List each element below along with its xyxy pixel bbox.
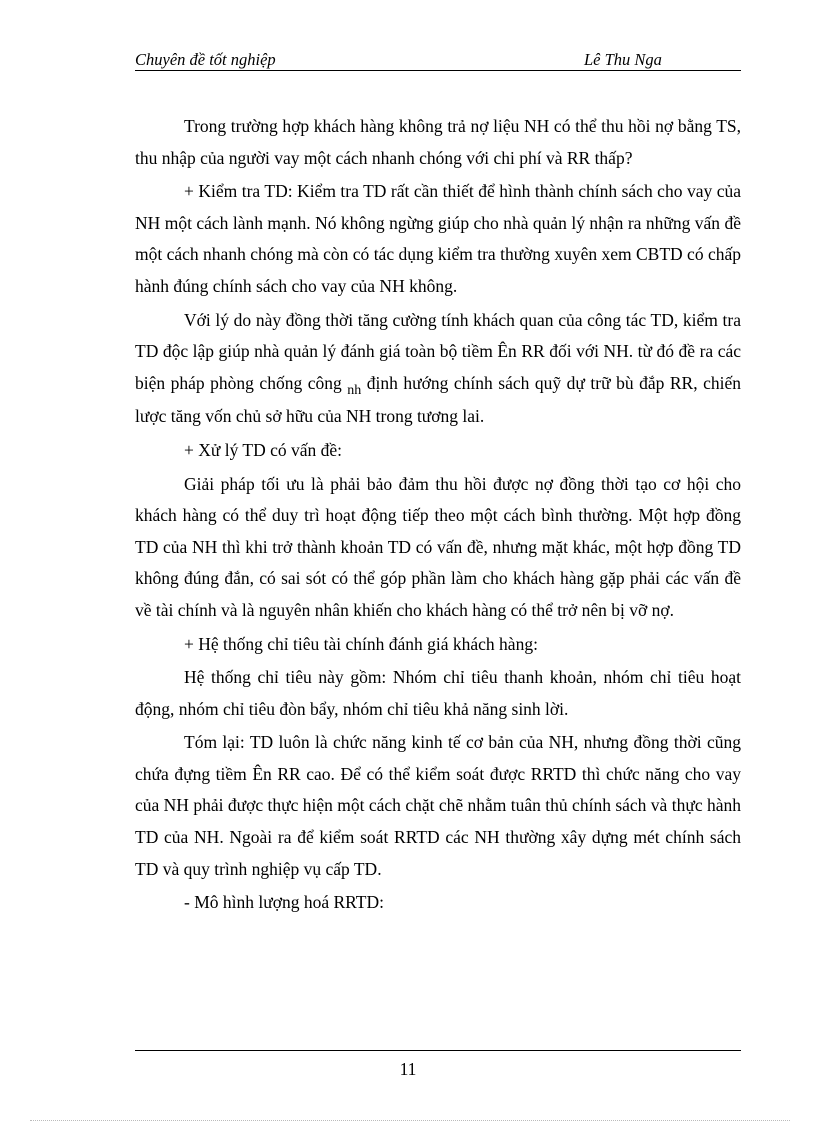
paragraph-3-text-b: định hướng chính sách quỹ dự trữ bù đắp RR, chiến lược tăng vốn chủ sở hữu của NH trong tương lai.: [135, 372, 742, 427]
paragraph-3: [135, 305, 741, 433]
paragraph-3-subscript: nh: [347, 382, 362, 398]
header-author: Lê Thu Nga: [584, 50, 662, 69]
paragraph-7: Hệ thống chỉ tiêu này gồm: Nhóm chỉ tiêu thanh khoản, nhóm chỉ tiêu hoạt động, nhóm chỉ tiêu đòn bẩy, nhóm chỉ tiêu khả năng sinh lời.: [135, 667, 741, 719]
page-header: [135, 50, 741, 71]
document-body: [135, 111, 741, 919]
header-title: Chuyên đề tốt nghiệp: [135, 50, 276, 69]
paragraph-4: + Xử lý TD có vấn đề:: [184, 439, 343, 460]
paragraph-8: Tóm lại: TD luôn là chức năng kinh tế cơ bản của NH, nhưng đồng thời cũng chứa đựng tiềm Ên RR cao. Để có thể kiểm soát được RRTD thì chức năng cho vay của NH phải được thực hiện một cách chặt chẽ nhằm tuân thủ chính sách và thực hành TD của NH. Ngoài ra để kiểm soát RRTD các NH thường xây dựng mét chính sách TD và quy trình nghiệp vụ cấp TD.: [135, 732, 741, 879]
paragraph-1: Trong trường hợp khách hàng không trả nợ liệu NH có thể thu hồi nợ bằng TS, thu nhập của người vay một cách nhanh chóng với chi phí và RR thấp?: [135, 116, 741, 168]
paragraph-5: Giải pháp tối ưu là phải bảo đảm thu hồi được nợ đồng thời tạo cơ hội cho khách hàng có thể duy trì hoạt động tiếp theo một cách bình thường. Một hợp đồng TD của NH thì khi trở thành khoản TD có vấn đề, nhưng mặt khác, một hợp đồng TD không đúng đắn, có sai sót có thể góp phần làm cho khách hàng gặp phải các vấn đề về tài chính và là nguyên nhân khiến cho khách hàng có thể trở nên bị vỡ nợ.: [135, 473, 741, 620]
page-number: 11: [399, 1059, 417, 1079]
page-bottom-border: [30, 1120, 790, 1121]
paragraph-2: + Kiểm tra TD: Kiểm tra TD rất cần thiết để hình thành chính sách cho vay của NH một cách lành mạnh. Nó không ngừng giúp cho nhà quản lý nhận ra những vấn đề một cách nhanh chóng mà còn có tác dụng kiểm tra thường xuyên xem CBTD có chấp hành đúng chính sách cho vay của NH không.: [135, 181, 741, 296]
paragraph-9: - Mô hình lượng hoá RRTD:: [184, 892, 384, 913]
paragraph-3-text-a: Với lý do này đồng thời tăng cường tính khách quan của công tác TD, kiểm tra TD độc lập giúp nhà quản lý đánh giá toàn bộ tiềm Ên RR đối với NH. từ đó đề ra các biện pháp phòng chống công: [135, 309, 741, 393]
footer-rule: [135, 1050, 741, 1051]
paragraph-6: + Hệ thống chỉ tiêu tài chính đánh giá khách hàng:: [184, 633, 538, 654]
